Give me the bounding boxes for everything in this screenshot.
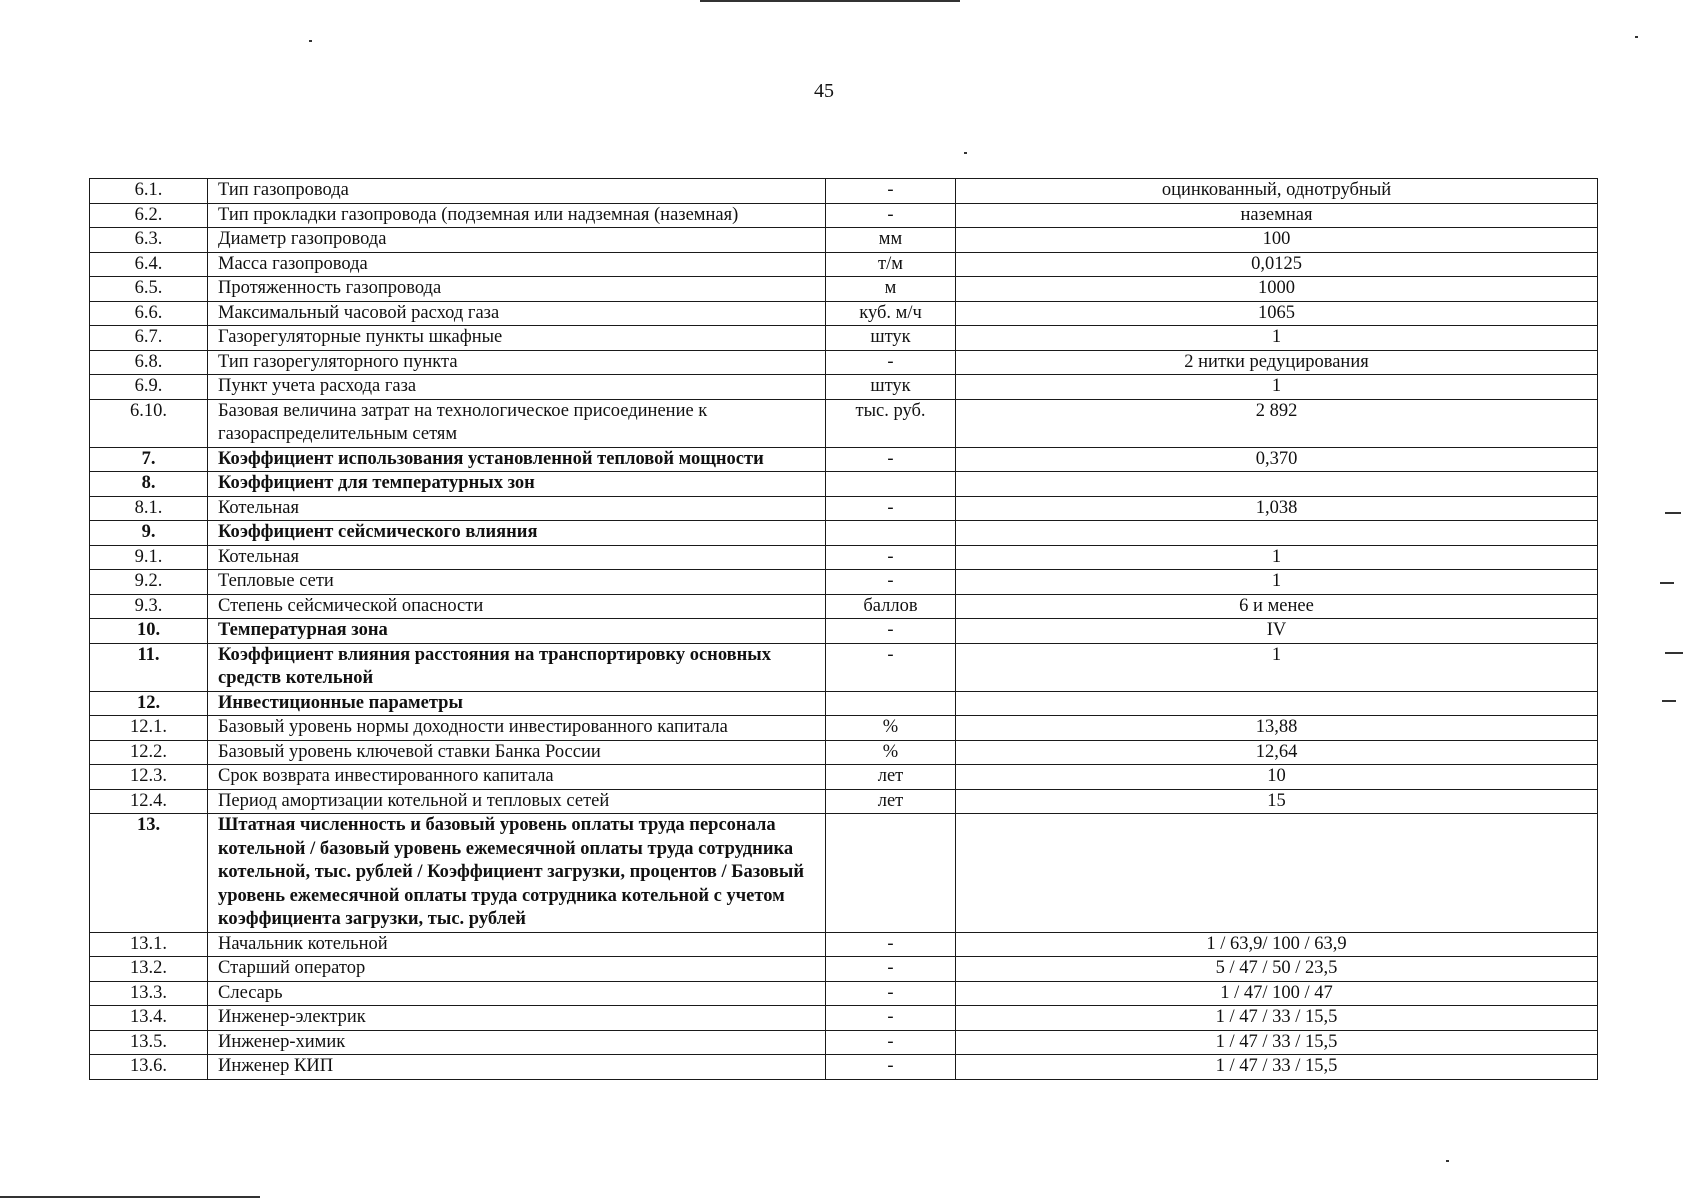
row-unit: % [826, 716, 956, 741]
row-name: Температурная зона [208, 619, 826, 644]
table-row [90, 643, 1598, 691]
row-value: наземная [956, 203, 1598, 228]
row-name: Котельная [208, 545, 826, 570]
row-number: 6.9. [90, 375, 208, 400]
row-number: 6.5. [90, 277, 208, 302]
table-row [90, 1030, 1598, 1055]
table-row [90, 932, 1598, 957]
table-body [90, 179, 1598, 1080]
row-unit: - [826, 1030, 956, 1055]
row-value: 1 [956, 570, 1598, 595]
row-unit: штук [826, 326, 956, 351]
scan-artifact [0, 1196, 260, 1198]
table-row [90, 981, 1598, 1006]
row-unit: % [826, 740, 956, 765]
row-number: 10. [90, 619, 208, 644]
row-name: Штатная численность и базовый уровень оплаты труда персонала котельной / базовый уровень ежемесячной оплаты труда сотрудника котельной, тыс. рублей / Коэффициент загрузки, процентов / Базовый уровень ежемесячной оплаты труда сотрудника котельной с учетом коэффициента загрузки, тыс. рублей [208, 814, 826, 933]
row-name: Пункт учета расхода газа [208, 375, 826, 400]
row-name: Коэффициент для температурных зон [208, 472, 826, 497]
row-unit: - [826, 350, 956, 375]
table-row [90, 765, 1598, 790]
row-value: 1 / 47 / 33 / 15,5 [956, 1006, 1598, 1031]
parameters-table [89, 178, 1598, 1080]
row-name: Котельная [208, 496, 826, 521]
row-name: Диаметр газопровода [208, 228, 826, 253]
row-number: 7. [90, 447, 208, 472]
row-name: Коэффициент сейсмического влияния [208, 521, 826, 546]
table-row [90, 789, 1598, 814]
table-row [90, 570, 1598, 595]
table-row [90, 350, 1598, 375]
row-unit: лет [826, 789, 956, 814]
row-name: Срок возврата инвестированного капитала [208, 765, 826, 790]
row-unit [826, 472, 956, 497]
row-number: 6.3. [90, 228, 208, 253]
scan-artifact [1660, 582, 1674, 584]
row-name: Протяженность газопровода [208, 277, 826, 302]
row-name: Максимальный часовой расход газа [208, 301, 826, 326]
row-unit: - [826, 179, 956, 204]
row-value: 1 [956, 375, 1598, 400]
row-name: Базовая величина затрат на технологическое присоединение к газораспределительным сетям [208, 399, 826, 447]
row-number: 6.6. [90, 301, 208, 326]
row-name: Инженер КИП [208, 1055, 826, 1080]
row-number: 8.1. [90, 496, 208, 521]
row-unit: - [826, 619, 956, 644]
row-unit: - [826, 643, 956, 691]
row-number: 6.2. [90, 203, 208, 228]
row-name: Коэффициент влияния расстояния на транспортировку основных средств котельной [208, 643, 826, 691]
scan-artifact [1662, 700, 1676, 702]
row-value [956, 814, 1598, 933]
row-unit: - [826, 981, 956, 1006]
row-number: 9.2. [90, 570, 208, 595]
row-unit: лет [826, 765, 956, 790]
row-unit: - [826, 932, 956, 957]
row-number: 13.6. [90, 1055, 208, 1080]
row-unit: - [826, 957, 956, 982]
row-value: 1000 [956, 277, 1598, 302]
scan-artifact [1665, 652, 1683, 654]
row-unit [826, 521, 956, 546]
table-row [90, 1055, 1598, 1080]
row-value: 15 [956, 789, 1598, 814]
row-number: 6.10. [90, 399, 208, 447]
row-value: 0,370 [956, 447, 1598, 472]
row-name: Базовый уровень нормы доходности инвестированного капитала [208, 716, 826, 741]
row-number: 13.5. [90, 1030, 208, 1055]
table-row [90, 496, 1598, 521]
row-unit: - [826, 203, 956, 228]
row-name: Степень сейсмической опасности [208, 594, 826, 619]
row-number: 11. [90, 643, 208, 691]
row-name: Старший оператор [208, 957, 826, 982]
table-row [90, 203, 1598, 228]
row-value: 12,64 [956, 740, 1598, 765]
table-row [90, 594, 1598, 619]
row-name: Тепловые сети [208, 570, 826, 595]
row-name: Период амортизации котельной и тепловых сетей [208, 789, 826, 814]
table-row [90, 228, 1598, 253]
table-row [90, 814, 1598, 933]
row-name: Тип прокладки газопровода (подземная или надземная (наземная) [208, 203, 826, 228]
row-number: 13.2. [90, 957, 208, 982]
row-value: 1 / 47 / 33 / 15,5 [956, 1030, 1598, 1055]
row-value: 0,0125 [956, 252, 1598, 277]
row-value: 5 / 47 / 50 / 23,5 [956, 957, 1598, 982]
table-row [90, 716, 1598, 741]
row-unit: - [826, 496, 956, 521]
row-name: Базовый уровень ключевой ставки Банка России [208, 740, 826, 765]
scan-artifact [700, 0, 960, 2]
row-unit: - [826, 545, 956, 570]
table-row [90, 691, 1598, 716]
row-unit [826, 691, 956, 716]
row-unit: тыс. руб. [826, 399, 956, 447]
row-number: 6.1. [90, 179, 208, 204]
row-unit: - [826, 447, 956, 472]
row-number: 12.3. [90, 765, 208, 790]
table-row [90, 326, 1598, 351]
row-value: 1 / 63,9/ 100 / 63,9 [956, 932, 1598, 957]
row-unit [826, 814, 956, 933]
row-name: Коэффициент использования установленной тепловой мощности [208, 447, 826, 472]
row-unit: куб. м/ч [826, 301, 956, 326]
row-value: 2 нитки редуцирования [956, 350, 1598, 375]
row-name: Инвестиционные параметры [208, 691, 826, 716]
row-number: 12. [90, 691, 208, 716]
row-unit: - [826, 1006, 956, 1031]
table-row [90, 740, 1598, 765]
row-value [956, 472, 1598, 497]
table-row [90, 619, 1598, 644]
scan-artifact [1665, 512, 1681, 514]
row-value: 1 / 47/ 100 / 47 [956, 981, 1598, 1006]
row-number: 6.4. [90, 252, 208, 277]
row-name: Тип газопровода [208, 179, 826, 204]
scan-artifact [1635, 36, 1638, 38]
row-number: 12.2. [90, 740, 208, 765]
row-value: оцинкованный, однотрубный [956, 179, 1598, 204]
row-number: 6.8. [90, 350, 208, 375]
scan-artifact [964, 152, 967, 154]
table-row [90, 277, 1598, 302]
table-row [90, 252, 1598, 277]
table-row [90, 957, 1598, 982]
row-value: 1,038 [956, 496, 1598, 521]
row-unit: штук [826, 375, 956, 400]
row-number: 13.3. [90, 981, 208, 1006]
table-row [90, 447, 1598, 472]
row-value: IV [956, 619, 1598, 644]
scan-artifact [309, 40, 312, 42]
row-name: Начальник котельной [208, 932, 826, 957]
row-unit: т/м [826, 252, 956, 277]
row-unit: - [826, 1055, 956, 1080]
row-name: Инженер-электрик [208, 1006, 826, 1031]
page-number: 45 [814, 80, 834, 102]
table-row [90, 1006, 1598, 1031]
row-value: 1 [956, 545, 1598, 570]
row-value: 100 [956, 228, 1598, 253]
row-unit: - [826, 570, 956, 595]
table-row [90, 521, 1598, 546]
table-row [90, 375, 1598, 400]
row-number: 12.1. [90, 716, 208, 741]
row-number: 8. [90, 472, 208, 497]
row-name: Инженер-химик [208, 1030, 826, 1055]
row-unit: мм [826, 228, 956, 253]
row-number: 13.1. [90, 932, 208, 957]
row-value: 1 / 47 / 33 / 15,5 [956, 1055, 1598, 1080]
row-number: 9. [90, 521, 208, 546]
row-number: 6.7. [90, 326, 208, 351]
table-row [90, 179, 1598, 204]
table-row [90, 545, 1598, 570]
row-value [956, 521, 1598, 546]
row-value: 1 [956, 326, 1598, 351]
row-number: 9.3. [90, 594, 208, 619]
row-unit: м [826, 277, 956, 302]
row-name: Масса газопровода [208, 252, 826, 277]
row-number: 9.1. [90, 545, 208, 570]
table-row [90, 399, 1598, 447]
scan-artifact [1446, 1160, 1449, 1162]
row-value: 13,88 [956, 716, 1598, 741]
row-value: 1065 [956, 301, 1598, 326]
row-name: Слесарь [208, 981, 826, 1006]
row-value: 1 [956, 643, 1598, 691]
table-row [90, 301, 1598, 326]
row-value: 6 и менее [956, 594, 1598, 619]
table-row [90, 472, 1598, 497]
row-unit: баллов [826, 594, 956, 619]
row-number: 13.4. [90, 1006, 208, 1031]
row-value [956, 691, 1598, 716]
row-number: 13. [90, 814, 208, 933]
row-value: 10 [956, 765, 1598, 790]
row-value: 2 892 [956, 399, 1598, 447]
row-name: Тип газорегуляторного пункта [208, 350, 826, 375]
row-number: 12.4. [90, 789, 208, 814]
row-name: Газорегуляторные пункты шкафные [208, 326, 826, 351]
